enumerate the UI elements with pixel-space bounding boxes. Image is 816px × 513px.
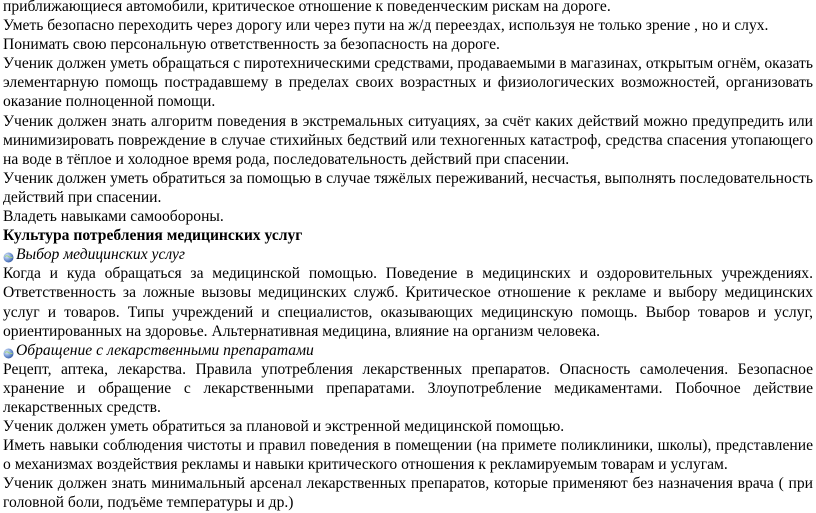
globe-bullet-icon bbox=[3, 249, 14, 260]
subsection-body-medicines: Рецепт, аптека, лекарства. Правила употребления лекарственных препаратов. Опасность самолечения. Безопасное хранение и обращение с лекарственными препаратами. Злоупотребление медикаментами. Побочное действие лекарственных средств. bbox=[3, 360, 813, 416]
subsection-title-text: Выбор медицинских услуг bbox=[16, 246, 185, 264]
paragraph-help: Ученик должен уметь обратиться за помощью в случае тяжёлых переживаний, несчастья, выполнять последовательность действий при спасении. bbox=[3, 169, 813, 206]
paragraph-medical-help: Ученик должен уметь обратиться за плановой и экстренной медицинской помощью. bbox=[3, 418, 565, 436]
subsection-title-choice bbox=[3, 245, 813, 264]
paragraph-self-defense: Владеть навыками самообороны. bbox=[3, 208, 224, 226]
subsection-body-choice: Когда и куда обращаться за медицинской помощью. Поведение в медицинских и оздоровительных учреждениях. Ответственность за ложные вызовы медицинских служб. Критическое отношение к рекламе и выбору медицинских услуг и товаров. Типы учреждений и специалистов, оказывающих медицинскую помощь. Выбор товаров и услуг, ориентированных на здоровье. Альтернативная медицина, влияние на организм человека. bbox=[3, 265, 813, 340]
paragraph-emergency: Ученик должен знать алгоритм поведения в экстремальных ситуациях, за счёт каких действий можно предупредить или минимизировать повреждение в случае стихийных бедствий или техногенных катастроф, средства спасения утопающего на воде в тёплое и холодное время рода, последовательность действий при спасении. bbox=[3, 112, 813, 168]
paragraph-crossing: Уметь безопасно переходить через дорогу или через пути на ж/д переездах, используя не только зрение , но и слух. bbox=[3, 17, 769, 35]
paragraph-hygiene: Иметь навыки соблюдения чистоты и правил поведения в помещении (на примете поликлиники, школы), представление о механизмах воздействия рекламы и навыки критического отношения к рекламируемым товарам и услугам. bbox=[3, 437, 813, 474]
document-page bbox=[3, 0, 813, 513]
paragraph-medicine-kit: Ученик должен знать минимальный арсенал лекарственных препаратов, которые применяют без назначения врача ( при головной боли, подъёме температуры и др.) bbox=[3, 475, 813, 512]
subsection-title-medicines bbox=[3, 341, 813, 360]
paragraph-road-risks: приближающиеся автомобили, критическое отношение к поведенческим рискам на дороге. bbox=[3, 0, 611, 15]
section-heading: Культура потребления медицинских услуг bbox=[3, 227, 303, 245]
paragraph-responsibility: Понимать свою персональную ответственность за безопасность на дороге. bbox=[3, 36, 500, 54]
paragraph-pyrotechnics: Ученик должен уметь обращаться с пиротехническими средствами, продаваемыми в магазинах, открытым огнём, оказать элементарную помощь пострадавшему в пределах своих возрастных и физиологических возможностей, организовать оказание полноценной помощи. bbox=[3, 55, 813, 111]
subsection-title-text: Обращение с лекарственными препаратами bbox=[16, 341, 314, 359]
globe-bullet-icon bbox=[3, 345, 14, 356]
